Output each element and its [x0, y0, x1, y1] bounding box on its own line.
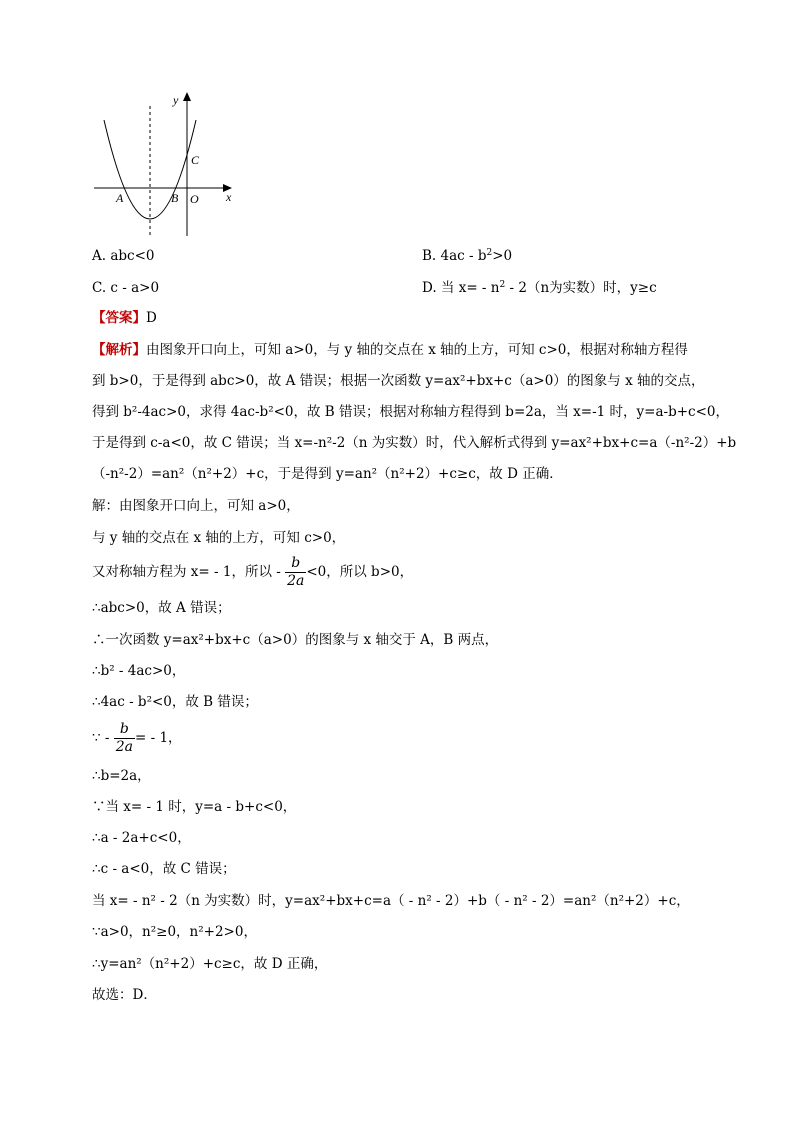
fraction-b-over-2a: $\frac{b}{2a}$: [287, 555, 305, 589]
solution-line-13: 当 x= - n² - 2（n 为实数）时，y=ax²+bx+c=a（ - n² - 2）+b（ - n² - 2）=an²（n²+2）+c，: [92, 893, 690, 909]
solution-line-15: ∴y=an²（n²+2）+c≥c，故 D 正确，: [92, 956, 328, 972]
solution-line-3: 又对称轴方程为 x= - 1，所以 - $\frac{b}{2a}$ <0，所以 b>0，: [92, 555, 414, 589]
solution-line-8: ∵ - $\frac{b}{2a}$ = - 1，: [92, 721, 182, 755]
label-y: y: [173, 93, 179, 107]
solution-line-16: 故选：D．: [92, 987, 157, 1003]
solution-line-11: ∴a - 2a+c<0，: [92, 830, 191, 846]
solution-line-7: ∴4ac - b²<0，故 B 错误；: [92, 694, 258, 710]
solution-line-2: 与 y 轴的交点在 x 轴的上方，可知 c>0，: [92, 530, 346, 546]
label-x: x: [226, 190, 232, 204]
answer-line: [92, 308, 157, 328]
analysis-tag: 【解析】: [92, 342, 146, 358]
fraction-b-over-2a-2: $\frac{b}{2a}$: [115, 721, 133, 755]
label-o: O: [190, 192, 199, 206]
answer-tag: 【答案】: [92, 310, 146, 326]
analysis-line-1: 【解析】由图象开口向上，可知 a>0，与 y 轴的交点在 x 轴的上方，可知 c>0，根据对称轴方程得: [92, 342, 688, 358]
label-c: C: [191, 153, 200, 167]
option-b: B. $4ac - b^2>0$: [422, 248, 513, 264]
label-b: B: [171, 191, 179, 205]
analysis-line-5: （-n²-2）=an²（n²+2）+c，于是得到 y=an²（n²+2）+c≥c，故 D 正确．: [92, 466, 563, 482]
solution-line-14: ∵a>0，n²≥0，n²+2>0，: [92, 924, 257, 940]
option-a: A. abc<0: [92, 248, 155, 264]
analysis-line-2: 到 b>0，于是得到 abc>0，故 A 错误；根据一次函数 y=ax²+bx+c（a>0）的图象与 x 轴的交点，: [92, 373, 705, 389]
solution-line-9: ∴b=2a，: [92, 768, 151, 784]
solution-line-12: ∴c - a<0，故 C 错误；: [92, 861, 236, 877]
label-a: A: [116, 191, 124, 205]
solution-line-5: ∴一次函数 y=ax²+bx+c（a>0）的图象与 x 轴交于 A，B 两点，: [92, 632, 499, 648]
solution-line-4: ∴abc>0，故 A 错误；: [92, 600, 231, 616]
option-c: C. c - a>0: [92, 280, 160, 296]
solution-line-10: ∵当 x= - 1 时，y=a - b+c<0，: [92, 799, 297, 815]
analysis-line-4: 于是得到 c-a<0，故 C 错误；当 x=-n²-2（n 为实数）时，代入解析式得到 y=ax²+bx+c=a（-n²-2）+b: [92, 435, 737, 451]
option-d: D. 当 $x= - n^2 - 2(n$为实数）时，y≥c: [422, 280, 657, 296]
answer-value: D: [146, 310, 157, 326]
parabola-graph: [90, 88, 240, 238]
solution-line-1: 解：由图象开口向上，可知 a>0，: [92, 498, 300, 514]
analysis-line-3: 得到 b²-4ac>0，求得 4ac-b²<0，故 B 错误；根据对称轴方程得到 b=2a，当 x=-1 时，y=a-b+c<0，: [92, 404, 730, 420]
solution-line-6: ∴b² - 4ac>0，: [92, 663, 186, 679]
y-axis-arrow: [183, 92, 191, 101]
